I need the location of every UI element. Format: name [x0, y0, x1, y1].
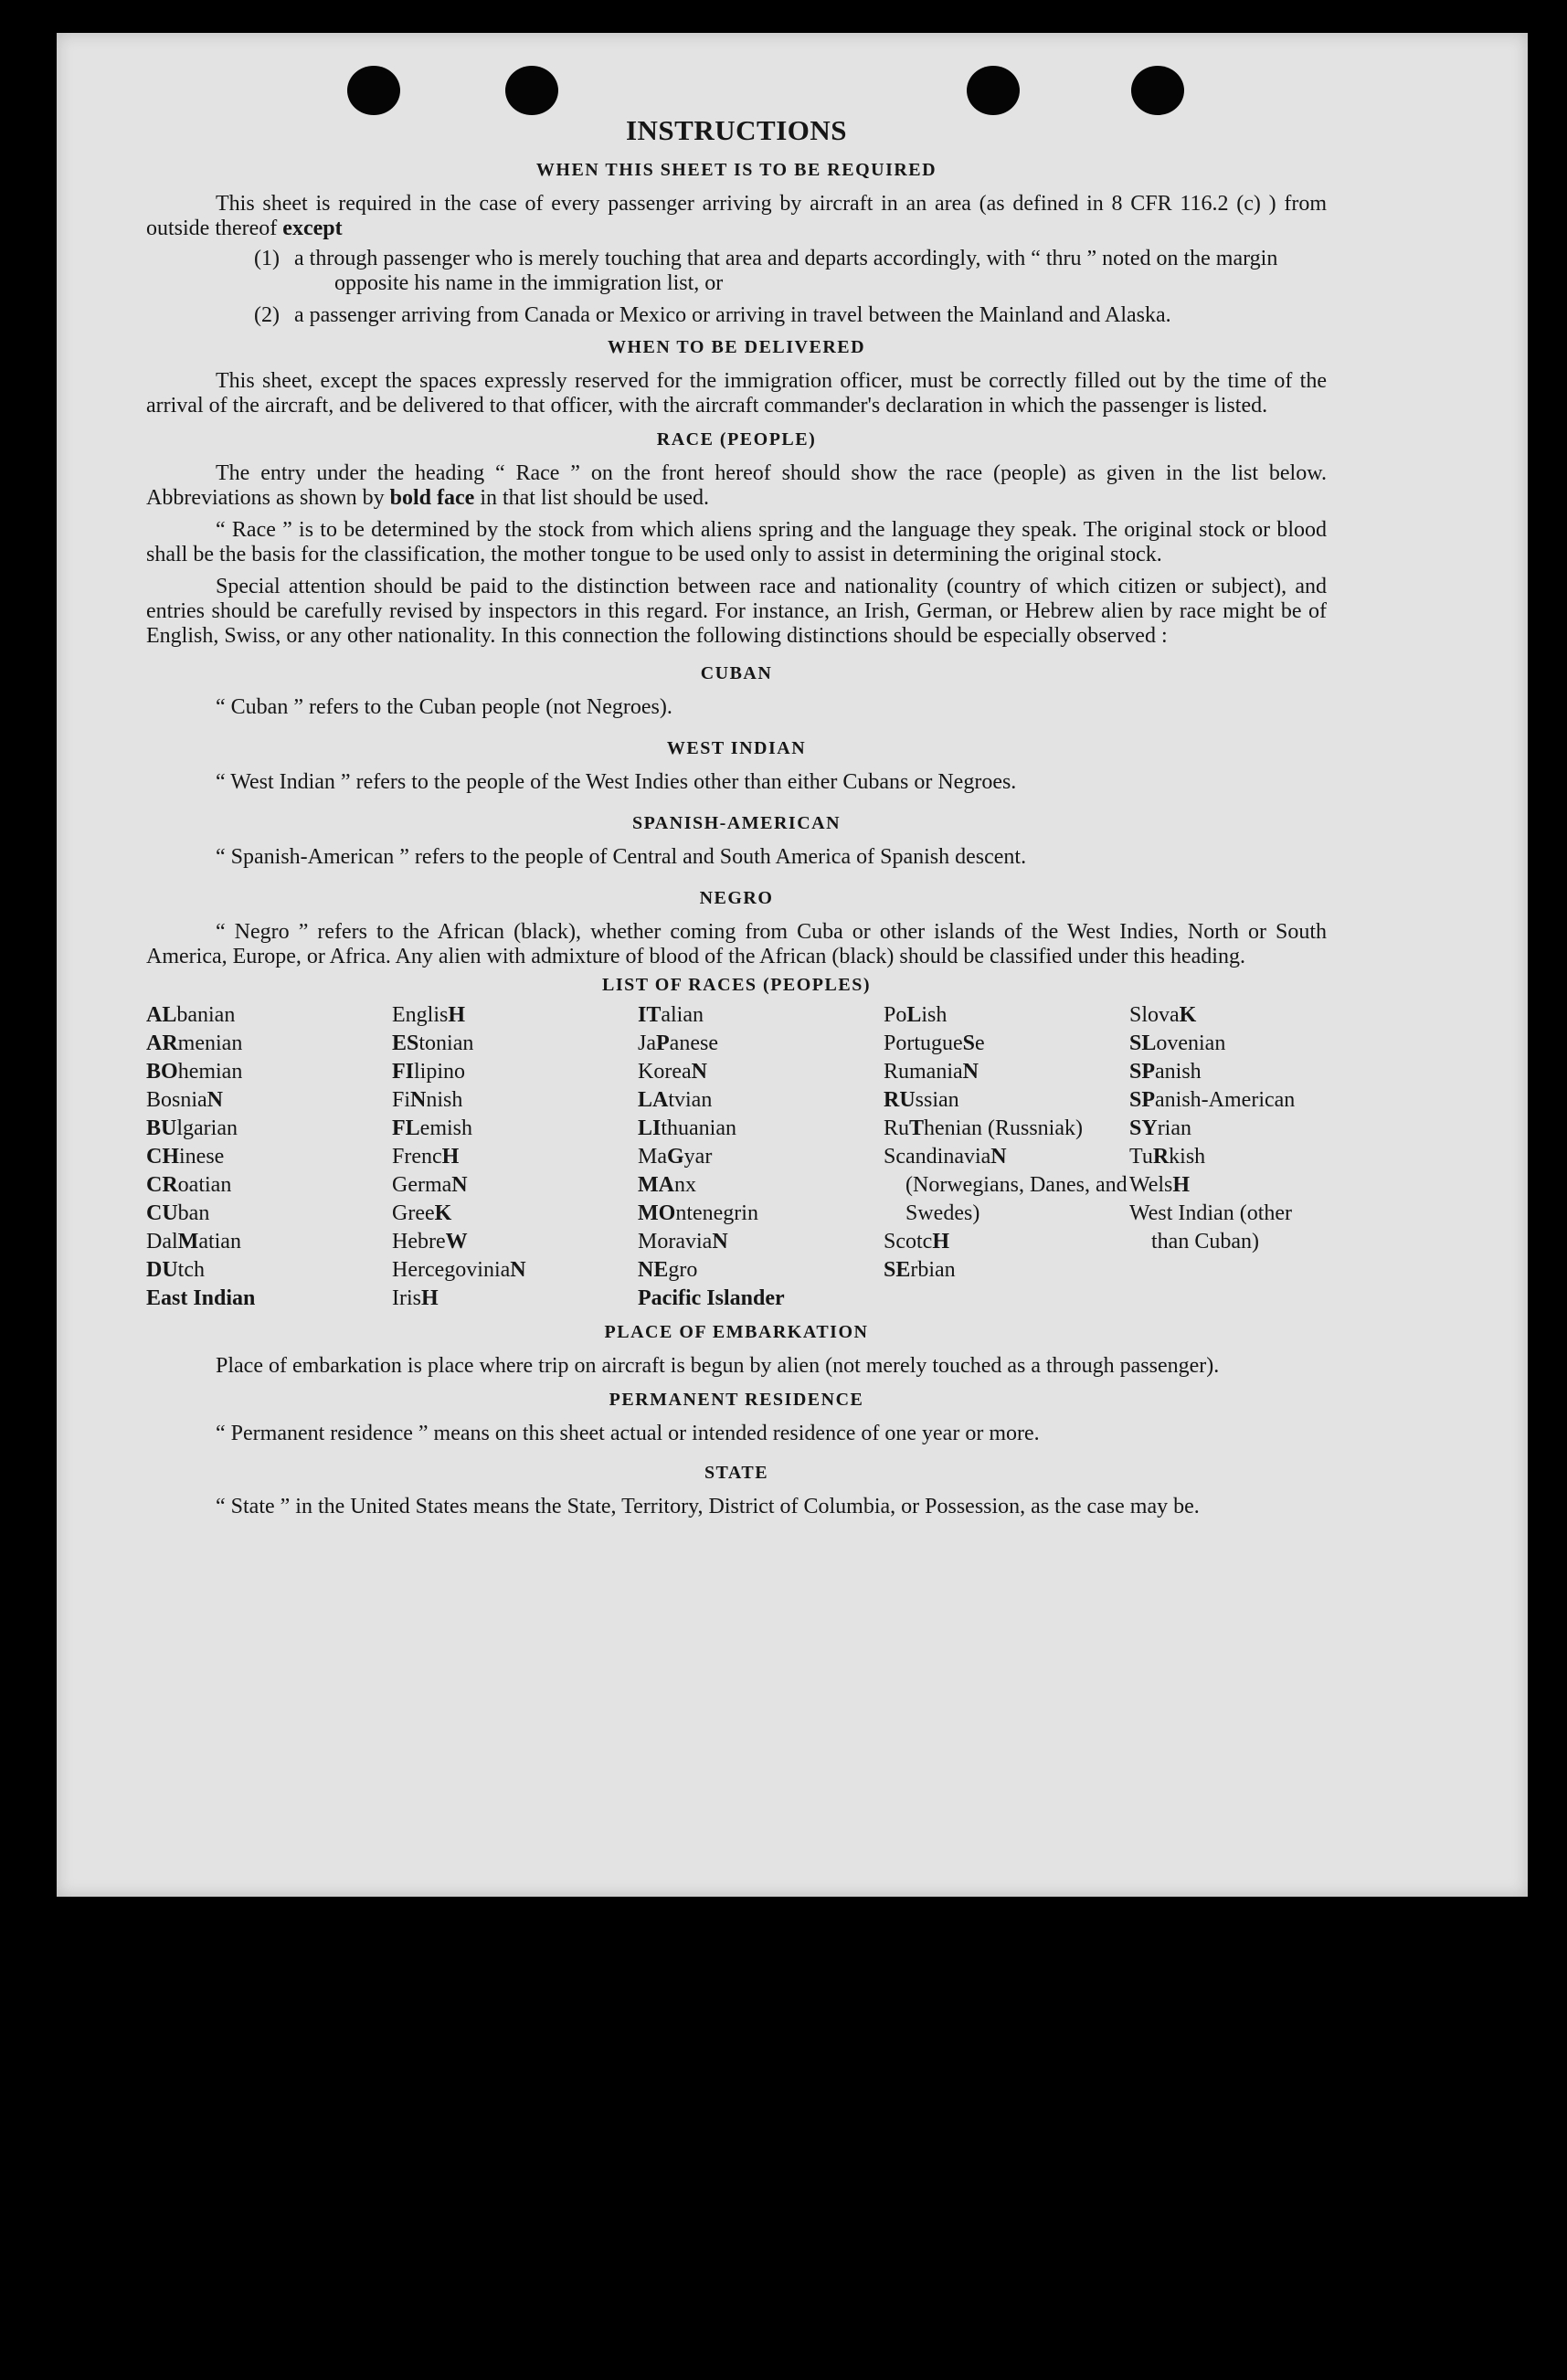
race-entry: MaGyar [638, 1145, 713, 1169]
heading-delivered: WHEN TO BE DELIVERED [607, 337, 866, 357]
race-entry: SPanish [1129, 1060, 1202, 1084]
race-entry: CUban [146, 1201, 210, 1225]
race-entry: SYrian [1129, 1116, 1191, 1140]
race-entry: GreeK [392, 1201, 452, 1225]
race-entry: LIthuanian [638, 1116, 736, 1140]
negro-text: “ Negro ” refers to the African (black), whether coming from Cuba or other islands of the West Indies, North or South America, Europe, or Africa. Any alien with admixture of blood of the African (black) should be classified under this heading. [146, 920, 1327, 968]
punch-hole [505, 66, 558, 115]
race-entry: SlovaK [1129, 1003, 1197, 1027]
required-intro [146, 192, 1327, 241]
instructions-content [146, 114, 1327, 1527]
required-item-1 [254, 247, 1327, 296]
race-entry: IrisH [392, 1286, 439, 1310]
race-entry: WelsH [1129, 1173, 1191, 1197]
delivered-text: This sheet, except the spaces expressly reserved for the immigration officer, must be correctly filled out by the time of the arrival of the aircraft, and be delivered to that officer, with the aircraft commander's declaration in which the passenger is listed. [146, 369, 1327, 418]
races-column-5 [1129, 1001, 1327, 1313]
heading-race: RACE (PEOPLE) [656, 429, 817, 450]
heading-negro: NEGRO [699, 888, 774, 908]
race-entry: Pacific Islander [638, 1286, 785, 1310]
heading-spanish-american: SPANISH-AMERICAN [631, 813, 842, 833]
races-column-3 [638, 1001, 884, 1313]
races-list [146, 1001, 1327, 1313]
race-entry: FLemish [392, 1116, 472, 1140]
item-number: (1) [254, 247, 280, 270]
residence-text: “ Permanent residence ” means on this sheet actual or intended residence of one year or more. [216, 1422, 1040, 1445]
cuban-text: “ Cuban ” refers to the Cuban people (not Negroes). [216, 695, 672, 719]
race-entry: FrencH [392, 1145, 460, 1169]
race-entry: SLovenian [1129, 1031, 1226, 1055]
race-entry: SPanish-American [1129, 1088, 1296, 1112]
race-entry: RuThenian (Russniak) [884, 1116, 1083, 1140]
race-entry: PoLish [884, 1003, 948, 1027]
item-text: a through passenger who is merely touching that area and departs accordingly, with “ thru ” noted on the margin opposite his name in the immigration list, or [294, 247, 1278, 295]
heading-west-indian: WEST INDIAN [666, 738, 807, 758]
punch-hole [967, 66, 1020, 115]
race-entry: DUtch [146, 1258, 205, 1282]
heading-permanent-residence: PERMANENT RESIDENCE [609, 1390, 864, 1410]
race-entry: KoreaN [638, 1060, 707, 1084]
race-entry: LAtvian [638, 1088, 713, 1112]
state-text: “ State ” in the United States means the State, Territory, District of Columbia, or Possession, as the case may be. [216, 1495, 1200, 1518]
race-entry: MoraviaN [638, 1230, 728, 1253]
required-item-2 [254, 303, 1327, 328]
race-entry: HebreW [392, 1230, 468, 1253]
race-entry: MAnx [638, 1173, 696, 1197]
punch-hole [1131, 66, 1184, 115]
heading-list-of-races: LIST OF RACES (PEOPLES) [601, 975, 871, 995]
race-entry: CHinese [146, 1145, 225, 1169]
race-entry: BOhemian [146, 1060, 243, 1084]
race-entry: PortugueSe [884, 1031, 985, 1055]
race-entry: HercegoviniaN [392, 1258, 526, 1282]
race-entry: BUlgarian [146, 1116, 238, 1140]
item-number: (2) [254, 303, 280, 327]
races-column-1 [146, 1001, 392, 1313]
heading-required: WHEN THIS SHEET IS TO BE REQUIRED [535, 160, 937, 180]
race-p1-text-end: in that list should be used. [480, 486, 709, 510]
race-entry: FIlipino [392, 1060, 466, 1084]
heading-state: STATE [704, 1463, 769, 1483]
race-entry: JaPanese [638, 1031, 718, 1055]
west-indian-text: “ West Indian ” refers to the people of the West Indies other than either Cubans or Negroes. [216, 770, 1017, 794]
punch-hole [347, 66, 400, 115]
race-entry: ScandinaviaN (Norwegians, Danes, and Swedes) [884, 1145, 1128, 1225]
item-text: a passenger arriving from Canada or Mexico or arriving in travel between the Mainland and Alaska. [294, 303, 1171, 327]
race-entry: ALbanian [146, 1003, 236, 1027]
race-entry: DalMatian [146, 1230, 241, 1253]
race-entry: ITalian [638, 1003, 704, 1027]
race-paragraph-1 [146, 461, 1327, 511]
page-title: INSTRUCTIONS [625, 114, 847, 146]
race-entry: ScotcH [884, 1230, 949, 1253]
race-entry: RumaniaN [884, 1060, 979, 1084]
required-intro-bold: except [282, 217, 343, 240]
race-entry: TuRkish [1129, 1145, 1206, 1169]
race-entry: GermaN [392, 1173, 468, 1197]
race-paragraph-3: Special attention should be paid to the distinction between race and nationality (country of which citizen or subject), and entries should be carefully revised by inspectors in this regard. For instance, an Irish, German, or Hebrew alien by race might be of English, Swiss, or any other nationality. In this connection the following distinctions should be especially observed : [146, 575, 1327, 648]
heading-embarkation: PLACE OF EMBARKATION [604, 1322, 869, 1342]
races-column-2 [392, 1001, 638, 1313]
race-entry: BosniaN [146, 1088, 224, 1112]
race-entry: CRoatian [146, 1173, 232, 1197]
race-entry: MOntenegrin [638, 1201, 758, 1225]
race-entry: NEgro [638, 1258, 698, 1282]
spanish-american-text: “ Spanish-American ” refers to the people of Central and South America of Spanish descent. [216, 845, 1027, 869]
race-p1-bold: bold face [389, 486, 475, 510]
race-entry: West Indian (other than Cuban) [1129, 1201, 1293, 1253]
embarkation-text: Place of embarkation is place where trip on aircraft is begun by alien (not merely touched as a through passenger). [216, 1354, 1220, 1378]
race-entry: FiNnish [392, 1088, 463, 1112]
race-entry: EStonian [392, 1031, 474, 1055]
heading-cuban: CUBAN [700, 663, 773, 683]
race-p1-text: The entry under the heading “ Race ” on the front hereof should show the race (people) as given in the list below. Abbreviations as shown by [146, 461, 1327, 510]
race-entry: ARmenian [146, 1031, 243, 1055]
races-column-4 [884, 1001, 1129, 1313]
race-entry: EnglisH [392, 1003, 466, 1027]
race-entry: RUssian [884, 1088, 959, 1112]
race-paragraph-2: “ Race ” is to be determined by the stock from which aliens spring and the language they speak. The original stock or blood shall be the basis for the classification, the mother tongue to be used only to assist in determining the original stock. [146, 518, 1327, 566]
race-entry: East Indian [146, 1286, 256, 1310]
required-intro-text: This sheet is required in the case of every passenger arriving by aircraft in an area (as defined in 8 CFR 116.2 (c) ) from outside thereof [146, 192, 1327, 240]
race-entry: SErbian [884, 1258, 956, 1282]
